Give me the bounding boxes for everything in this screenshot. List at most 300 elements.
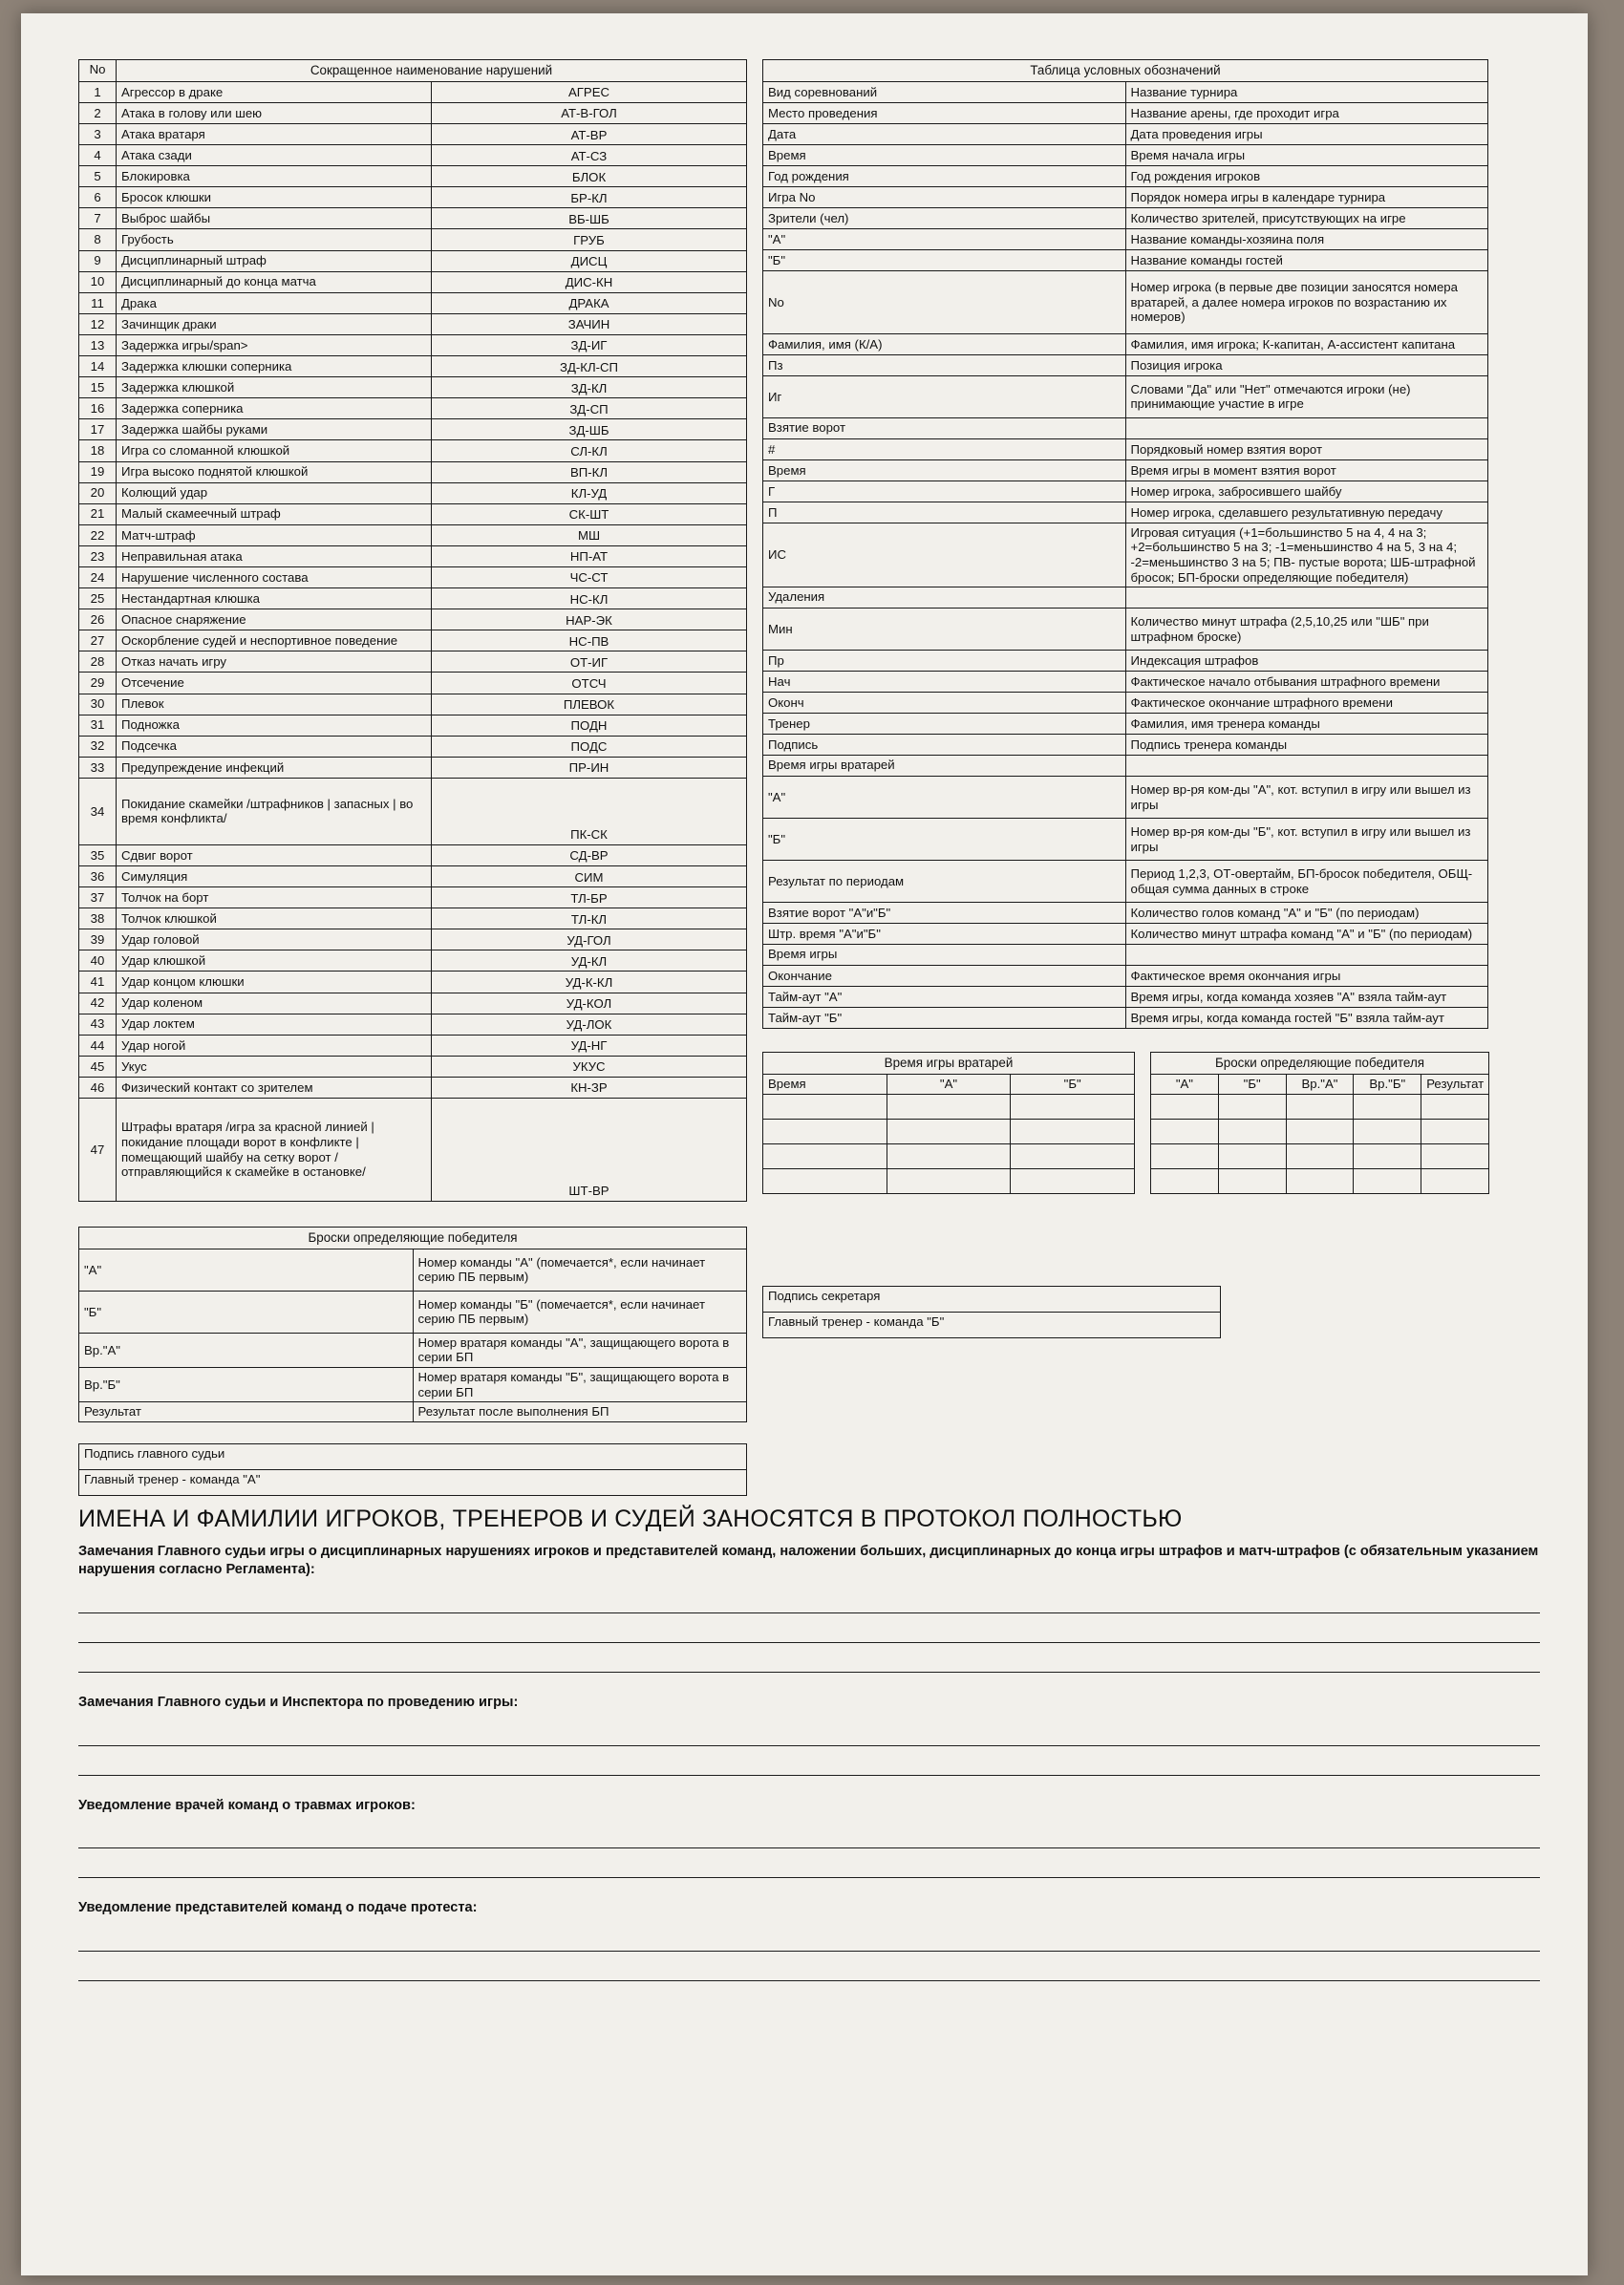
violation-no: 22 bbox=[79, 524, 117, 545]
legend-row bbox=[763, 651, 1488, 672]
legend-value: Позиция игрока bbox=[1125, 354, 1488, 375]
violation-no: 26 bbox=[79, 609, 117, 630]
violation-name: Толчок клюшкой bbox=[117, 908, 432, 929]
violation-name: Нестандартная клюшка bbox=[117, 588, 432, 609]
table-row bbox=[79, 1035, 747, 1056]
write-line[interactable] bbox=[78, 1643, 1540, 1673]
legend-row bbox=[763, 102, 1488, 123]
write-line[interactable] bbox=[78, 1819, 1540, 1848]
legend-value: Название команды гостей bbox=[1125, 249, 1488, 270]
legend-key: Место проведения bbox=[763, 102, 1126, 123]
legend-section-empty bbox=[1125, 945, 1488, 966]
goalie-time-cell[interactable] bbox=[763, 1119, 887, 1143]
table-row bbox=[79, 356, 747, 377]
violation-abbr: АТ-СЗ bbox=[432, 145, 747, 166]
table-row bbox=[79, 503, 747, 524]
goalie-time-cell[interactable] bbox=[887, 1143, 1011, 1168]
table-row bbox=[79, 313, 747, 334]
violation-abbr: ОТСЧ bbox=[432, 673, 747, 694]
goalie-time-cell[interactable] bbox=[1011, 1143, 1135, 1168]
legend-row bbox=[763, 587, 1488, 609]
violation-abbr: АГРЕС bbox=[432, 81, 747, 102]
shootout-grid-header: Результат bbox=[1421, 1074, 1489, 1094]
shootout-grid-cell[interactable] bbox=[1421, 1168, 1489, 1193]
legend-key: П bbox=[763, 502, 1126, 523]
violation-no: 32 bbox=[79, 736, 117, 757]
violation-abbr: УД-КОЛ bbox=[432, 993, 747, 1014]
violation-no: 15 bbox=[79, 377, 117, 398]
shootout-grid-cell[interactable] bbox=[1151, 1143, 1219, 1168]
violation-no: 3 bbox=[79, 124, 117, 145]
legend-row bbox=[763, 693, 1488, 714]
legend-row bbox=[763, 228, 1488, 249]
legend-row bbox=[763, 81, 1488, 102]
shootout-legend-row bbox=[79, 1333, 747, 1367]
shootout-grid-cell[interactable] bbox=[1218, 1143, 1286, 1168]
violation-name: Удар локтем bbox=[117, 1014, 432, 1035]
violation-abbr: НС-КЛ bbox=[432, 588, 747, 609]
legend-value: Номер вр-ря ком-ды "А", кот. вступил в игру или вышел из игры bbox=[1125, 777, 1488, 819]
violation-abbr: МШ bbox=[432, 524, 747, 545]
violation-no: 12 bbox=[79, 313, 117, 334]
table-row bbox=[79, 145, 747, 166]
table-row bbox=[79, 993, 747, 1014]
violation-abbr: ШТ-ВР bbox=[432, 1099, 747, 1202]
violation-abbr: СЛ-КЛ bbox=[432, 440, 747, 461]
legend-row bbox=[763, 735, 1488, 756]
goalie-time-cell[interactable] bbox=[1011, 1119, 1135, 1143]
violation-name: Нарушение численного состава bbox=[117, 566, 432, 587]
violation-abbr: ВБ-ШБ bbox=[432, 208, 747, 229]
shootout-legend-row bbox=[79, 1368, 747, 1402]
violation-no: 9 bbox=[79, 250, 117, 271]
violation-no: 45 bbox=[79, 1056, 117, 1077]
violation-no: 38 bbox=[79, 908, 117, 929]
legend-value: Время игры в момент взятия ворот bbox=[1125, 459, 1488, 480]
shootout-grid-cell[interactable] bbox=[1286, 1143, 1354, 1168]
legend-row bbox=[763, 186, 1488, 207]
document-page bbox=[21, 13, 1588, 2275]
shootout-grid-cell[interactable] bbox=[1218, 1094, 1286, 1119]
violation-no: 13 bbox=[79, 334, 117, 355]
note-label-2: Замечания Главного судьи и Инспектора по проведению игры: bbox=[78, 1695, 519, 1711]
legend-key: "Б" bbox=[763, 249, 1126, 270]
legend-value: Год рождения игроков bbox=[1125, 165, 1488, 186]
violation-name: Грубость bbox=[117, 229, 432, 250]
table-row bbox=[79, 887, 747, 908]
violation-name: Подсечка bbox=[117, 736, 432, 757]
legend-row bbox=[763, 945, 1488, 966]
violation-name: Плевок bbox=[117, 694, 432, 715]
table-row bbox=[79, 1099, 747, 1202]
write-line[interactable] bbox=[78, 1848, 1540, 1878]
legend-key: Пз bbox=[763, 354, 1126, 375]
note-label-4: Уведомление представителей команд о подаче протеста: bbox=[78, 1900, 478, 1916]
violation-no: 11 bbox=[79, 292, 117, 313]
sig-secretary: Подпись секретаря bbox=[763, 1286, 1221, 1312]
goalie-time-cell[interactable] bbox=[763, 1143, 887, 1168]
violation-name: Блокировка bbox=[117, 166, 432, 187]
legend-value: Порядок номера игры в календаре турнира bbox=[1125, 186, 1488, 207]
violation-abbr: БЛОК bbox=[432, 166, 747, 187]
table-row bbox=[79, 630, 747, 651]
violation-abbr: УД-ЛОК bbox=[432, 1014, 747, 1035]
violation-no: 31 bbox=[79, 715, 117, 736]
violation-name: Физический контакт со зрителем bbox=[117, 1077, 432, 1098]
violation-abbr: НАР-ЭК bbox=[432, 609, 747, 630]
page-title: ИМЕНА И ФАМИЛИИ ИГРОКОВ, ТРЕНЕРОВ И СУДЕЙ ЗАНОСЯТСЯ В ПРОТОКОЛ ПОЛНОСТЬЮ bbox=[78, 1505, 1183, 1532]
shootout-legend-value: Номер команды "А" (помечается*, если начинает серию ПБ первым) bbox=[413, 1249, 747, 1291]
table-row bbox=[79, 929, 747, 950]
violation-abbr: ВП-КЛ bbox=[432, 461, 747, 482]
legend-row bbox=[763, 714, 1488, 735]
sig-head-coach-b: Главный тренер - команда "Б" bbox=[763, 1312, 1221, 1337]
violation-no: 42 bbox=[79, 993, 117, 1014]
violation-no: 23 bbox=[79, 545, 117, 566]
table-row bbox=[79, 524, 747, 545]
legend-key: Год рождения bbox=[763, 165, 1126, 186]
violation-name: Агрессор в драке bbox=[117, 81, 432, 102]
legend-key: Окончание bbox=[763, 966, 1126, 987]
violation-abbr: ДИС-КН bbox=[432, 271, 747, 292]
sig-chief-referee: Подпись главного судьи bbox=[79, 1443, 747, 1469]
goalie-time-row bbox=[763, 1094, 1135, 1119]
violation-name: Атака вратаря bbox=[117, 124, 432, 145]
violation-name: Отсечение bbox=[117, 673, 432, 694]
shootout-legend-value: Номер команды "Б" (помечается*, если начинает серию ПБ первым) bbox=[413, 1291, 747, 1333]
goalie-time-cell[interactable] bbox=[1011, 1094, 1135, 1119]
violation-name: Сдвиг ворот bbox=[117, 844, 432, 865]
table-row bbox=[79, 866, 747, 887]
violation-abbr: УД-ГОЛ bbox=[432, 929, 747, 950]
violation-name: Укус bbox=[117, 1056, 432, 1077]
legend-table bbox=[762, 59, 1488, 1029]
legend-key: Оконч bbox=[763, 693, 1126, 714]
legend-key: "А" bbox=[763, 228, 1126, 249]
legend-row bbox=[763, 270, 1488, 333]
legend-key: Дата bbox=[763, 123, 1126, 144]
legend-value: Фактическое время окончания игры bbox=[1125, 966, 1488, 987]
note-lines-2 bbox=[78, 1717, 1540, 1776]
legend-row bbox=[763, 819, 1488, 861]
legend-row bbox=[763, 165, 1488, 186]
table-row bbox=[79, 588, 747, 609]
shootout-legend-row bbox=[79, 1291, 747, 1333]
table-row bbox=[79, 334, 747, 355]
violation-name: Задержка игры/span> bbox=[117, 334, 432, 355]
legend-value: Фактическое окончание штрафного времени bbox=[1125, 693, 1488, 714]
table-row bbox=[79, 166, 747, 187]
legend-row bbox=[763, 672, 1488, 693]
violations-title: Сокращенное наименование нарушений bbox=[117, 60, 747, 82]
violation-abbr: ПК-СК bbox=[432, 778, 747, 844]
shootout-grid-cell[interactable] bbox=[1354, 1119, 1421, 1143]
legend-key: Время bbox=[763, 144, 1126, 165]
legend-value: Дата проведения игры bbox=[1125, 123, 1488, 144]
legend-key: "Б" bbox=[763, 819, 1126, 861]
legend-row bbox=[763, 609, 1488, 651]
violation-no: 34 bbox=[79, 778, 117, 844]
violation-no: 8 bbox=[79, 229, 117, 250]
violation-no: 7 bbox=[79, 208, 117, 229]
violation-name: Удар головой bbox=[117, 929, 432, 950]
legend-value: Номер вр-ря ком-ды "Б", кот. вступил в игру или вышел из игры bbox=[1125, 819, 1488, 861]
violation-no: 2 bbox=[79, 102, 117, 123]
violation-no: 24 bbox=[79, 566, 117, 587]
legend-value: Номер игрока (в первые две позиции заносятся номера вратарей, а далее номера игроков по возрастанию их номеров) bbox=[1125, 270, 1488, 333]
shootout-grid-cell[interactable] bbox=[1286, 1168, 1354, 1193]
violation-abbr: КН-ЗР bbox=[432, 1077, 747, 1098]
table-row bbox=[79, 187, 747, 208]
shootout-legend-key: Вр."А" bbox=[79, 1333, 414, 1367]
legend-value: Количество голов команд "А" и "Б" (по периодам) bbox=[1125, 903, 1488, 924]
violation-abbr: НС-ПВ bbox=[432, 630, 747, 651]
legend-value: Количество минут штрафа (2,5,10,25 или "ШБ" при штрафном броске) bbox=[1125, 609, 1488, 651]
violation-no: 10 bbox=[79, 271, 117, 292]
violation-name: Задержка соперника bbox=[117, 398, 432, 419]
goalie-time-cell[interactable] bbox=[887, 1168, 1011, 1193]
write-line[interactable] bbox=[78, 1746, 1540, 1776]
legend-value: Название арены, где проходит игра bbox=[1125, 102, 1488, 123]
violation-no: 16 bbox=[79, 398, 117, 419]
violation-no: 44 bbox=[79, 1035, 117, 1056]
violation-name: Подножка bbox=[117, 715, 432, 736]
shootout-grid-cell[interactable] bbox=[1421, 1143, 1489, 1168]
shootout-grid-row bbox=[1151, 1168, 1489, 1193]
shootout-grid-cell[interactable] bbox=[1286, 1094, 1354, 1119]
top-section bbox=[78, 59, 1540, 1496]
violation-no: 39 bbox=[79, 929, 117, 950]
legend-section-empty bbox=[1125, 756, 1488, 777]
shootout-grid-cell[interactable] bbox=[1354, 1168, 1421, 1193]
legend-row bbox=[763, 903, 1488, 924]
table-row bbox=[79, 208, 747, 229]
violation-no: 6 bbox=[79, 187, 117, 208]
violation-abbr: ЗАЧИН bbox=[432, 313, 747, 334]
table-row bbox=[79, 950, 747, 972]
goalie-time-cell[interactable] bbox=[763, 1168, 887, 1193]
legend-key: Тайм-аут "А" bbox=[763, 987, 1126, 1008]
shootout-grid-cell[interactable] bbox=[1151, 1094, 1219, 1119]
table-row bbox=[79, 461, 747, 482]
protocol-sheet bbox=[78, 59, 1540, 1981]
violation-abbr: ДРАКА bbox=[432, 292, 747, 313]
shootout-grid-cell[interactable] bbox=[1354, 1143, 1421, 1168]
legend-key: Игра No bbox=[763, 186, 1126, 207]
violation-abbr: СИМ bbox=[432, 866, 747, 887]
violation-abbr: ЗД-КЛ bbox=[432, 377, 747, 398]
legend-key: Мин bbox=[763, 609, 1126, 651]
legend-row bbox=[763, 249, 1488, 270]
violation-abbr: НП-АТ bbox=[432, 545, 747, 566]
violation-abbr: ГРУБ bbox=[432, 229, 747, 250]
shootout-legend-title: Броски определяющие победителя bbox=[79, 1228, 747, 1249]
shootout-grid-cell[interactable] bbox=[1421, 1094, 1489, 1119]
goalie-time-header: "А" bbox=[887, 1074, 1011, 1094]
violation-name: Удар клюшкой bbox=[117, 950, 432, 972]
violation-name: Штрафы вратаря /игра за красной линией | покидание площади ворот в конфликте | помещающий шайбу на сетку ворот /отправляющийся к скамейке в остановке/ bbox=[117, 1099, 432, 1202]
violation-name: Дисциплинарный штраф bbox=[117, 250, 432, 271]
goalie-time-row bbox=[763, 1119, 1135, 1143]
violation-no: 20 bbox=[79, 482, 117, 503]
violation-abbr: ПОДН bbox=[432, 715, 747, 736]
shootout-grid-cell[interactable] bbox=[1151, 1119, 1219, 1143]
violation-abbr: УД-К-КЛ bbox=[432, 972, 747, 993]
goalie-time-header: Время bbox=[763, 1074, 887, 1094]
violation-abbr: БР-КЛ bbox=[432, 187, 747, 208]
shootout-grid-cell[interactable] bbox=[1218, 1168, 1286, 1193]
legend-key: "А" bbox=[763, 777, 1126, 819]
legend-row bbox=[763, 207, 1488, 228]
legend-value: Подпись тренера команды bbox=[1125, 735, 1488, 756]
goalie-time-cell[interactable] bbox=[1011, 1168, 1135, 1193]
violation-no: 30 bbox=[79, 694, 117, 715]
legend-value: Название турнира bbox=[1125, 81, 1488, 102]
signatures-left-table bbox=[78, 1443, 747, 1496]
legend-value: Словами "Да" или "Нет" отмечаются игроки (не) принимающие участие в игре bbox=[1125, 375, 1488, 417]
legend-section-empty bbox=[1125, 587, 1488, 609]
shootout-grid-row bbox=[1151, 1119, 1489, 1143]
shootout-grid-table bbox=[1150, 1052, 1489, 1193]
violation-no: 40 bbox=[79, 950, 117, 972]
table-row bbox=[79, 908, 747, 929]
legend-value: Фамилия, имя тренера команды bbox=[1125, 714, 1488, 735]
violations-col-no: No bbox=[79, 60, 117, 82]
legend-value: Период 1,2,3, ОТ-овертайм, БП-бросок победителя, ОБЩ-общая сумма данных в строке bbox=[1125, 861, 1488, 903]
write-line[interactable] bbox=[78, 1952, 1540, 1981]
goalie-time-row bbox=[763, 1143, 1135, 1168]
violation-name: Выброс шайбы bbox=[117, 208, 432, 229]
violation-no: 43 bbox=[79, 1014, 117, 1035]
violation-abbr: ПЛЕВОК bbox=[432, 694, 747, 715]
legend-key: # bbox=[763, 438, 1126, 459]
legend-row bbox=[763, 438, 1488, 459]
write-line[interactable] bbox=[78, 1613, 1540, 1643]
write-line[interactable] bbox=[78, 1922, 1540, 1952]
legend-row bbox=[763, 459, 1488, 480]
shootout-legend-key: Результат bbox=[79, 1402, 414, 1422]
shootout-grid-row bbox=[1151, 1094, 1489, 1119]
shootout-legend-row bbox=[79, 1402, 747, 1422]
shootout-grid-cell[interactable] bbox=[1354, 1094, 1421, 1119]
violation-name: Опасное снаряжение bbox=[117, 609, 432, 630]
legend-row bbox=[763, 480, 1488, 502]
note-lines-4 bbox=[78, 1922, 1540, 1981]
legend-key: Подпись bbox=[763, 735, 1126, 756]
violation-name: Колющий удар bbox=[117, 482, 432, 503]
signatures-right-table bbox=[762, 1286, 1221, 1338]
table-row bbox=[79, 81, 747, 102]
table-row bbox=[79, 844, 747, 865]
violation-abbr: ЧС-СТ bbox=[432, 566, 747, 587]
legend-value: Порядковый номер взятия ворот bbox=[1125, 438, 1488, 459]
violation-name: Отказ начать игру bbox=[117, 651, 432, 673]
goalie-time-cell[interactable] bbox=[887, 1094, 1011, 1119]
shootout-grid-header: Вр."А" bbox=[1286, 1074, 1354, 1094]
violation-abbr: АТ-ВР bbox=[432, 124, 747, 145]
legend-section: Взятие ворот bbox=[763, 417, 1126, 438]
violation-name: Драка bbox=[117, 292, 432, 313]
violation-no: 19 bbox=[79, 461, 117, 482]
goalie-time-cell[interactable] bbox=[887, 1119, 1011, 1143]
table-row bbox=[79, 398, 747, 419]
violation-name: Бросок клюшки bbox=[117, 187, 432, 208]
note-label-1: Замечания Главного судьи игры о дисциплинарных нарушениях игроков и представителей команд, наложении больших, дисциплинарных до конца игры штрафов и матч-штрафов (с обязательным указанием нарушения согласно Регламента): bbox=[78, 1543, 1539, 1578]
violation-abbr: ЗД-СП bbox=[432, 398, 747, 419]
violation-name: Удар ногой bbox=[117, 1035, 432, 1056]
legend-key: Результат по периодам bbox=[763, 861, 1126, 903]
violation-no: 4 bbox=[79, 145, 117, 166]
violation-name: Симуляция bbox=[117, 866, 432, 887]
legend-block bbox=[762, 59, 1489, 1496]
table-row bbox=[79, 292, 747, 313]
shootout-grid-cell[interactable] bbox=[1218, 1119, 1286, 1143]
violation-abbr: ТЛ-КЛ bbox=[432, 908, 747, 929]
violation-no: 18 bbox=[79, 440, 117, 461]
violation-no: 29 bbox=[79, 673, 117, 694]
legend-row bbox=[763, 924, 1488, 945]
legend-row bbox=[763, 777, 1488, 819]
legend-title: Таблица условных обозначений bbox=[763, 60, 1488, 82]
table-row bbox=[79, 229, 747, 250]
violation-name: Неправильная атака bbox=[117, 545, 432, 566]
legend-key: Фамилия, имя (К/А) bbox=[763, 333, 1126, 354]
violation-abbr: ПР-ИН bbox=[432, 757, 747, 778]
table-row bbox=[79, 651, 747, 673]
goalie-time-header: "Б" bbox=[1011, 1074, 1135, 1094]
legend-key: Вид соревнований bbox=[763, 81, 1126, 102]
legend-value: Номер игрока, забросившего шайбу bbox=[1125, 480, 1488, 502]
legend-row bbox=[763, 123, 1488, 144]
violation-name: Задержка клюшки соперника bbox=[117, 356, 432, 377]
table-row bbox=[79, 736, 747, 757]
violation-abbr: УД-НГ bbox=[432, 1035, 747, 1056]
shootout-grid-cell[interactable] bbox=[1286, 1119, 1354, 1143]
violation-name: Игра со сломанной клюшкой bbox=[117, 440, 432, 461]
violations-block bbox=[78, 59, 747, 1496]
violation-no: 47 bbox=[79, 1099, 117, 1202]
legend-value: Количество минут штрафа команд "А" и "Б" (по периодам) bbox=[1125, 924, 1488, 945]
shootout-legend-key: "Б" bbox=[79, 1291, 414, 1333]
table-row bbox=[79, 271, 747, 292]
table-row bbox=[79, 757, 747, 778]
violation-no: 41 bbox=[79, 972, 117, 993]
shootout-legend-value: Номер вратаря команды "А", защищающего ворота в серии БП bbox=[413, 1333, 747, 1367]
legend-row bbox=[763, 144, 1488, 165]
legend-key: Время bbox=[763, 459, 1126, 480]
legend-section-empty bbox=[1125, 417, 1488, 438]
shootout-grid-header: "Б" bbox=[1218, 1074, 1286, 1094]
legend-row bbox=[763, 375, 1488, 417]
table-row bbox=[79, 124, 747, 145]
shootout-grid-header: Вр."Б" bbox=[1354, 1074, 1421, 1094]
violation-no: 17 bbox=[79, 419, 117, 440]
goalie-time-cell[interactable] bbox=[763, 1094, 887, 1119]
legend-row bbox=[763, 1008, 1488, 1029]
legend-value: Время игры, когда команда гостей "Б" взяла тайм-аут bbox=[1125, 1008, 1488, 1029]
write-line[interactable] bbox=[78, 1584, 1540, 1613]
violation-no: 25 bbox=[79, 588, 117, 609]
shootout-grid-cell[interactable] bbox=[1421, 1119, 1489, 1143]
write-line[interactable] bbox=[78, 1717, 1540, 1746]
legend-key: Штр. время "А"и"Б" bbox=[763, 924, 1126, 945]
sig-head-coach-a: Главный тренер - команда "А" bbox=[79, 1469, 747, 1495]
shootout-grid-cell[interactable] bbox=[1151, 1168, 1219, 1193]
legend-key: Нач bbox=[763, 672, 1126, 693]
note-lines-3 bbox=[78, 1819, 1540, 1878]
violation-abbr: СД-ВР bbox=[432, 844, 747, 865]
legend-value: Название команды-хозяина поля bbox=[1125, 228, 1488, 249]
